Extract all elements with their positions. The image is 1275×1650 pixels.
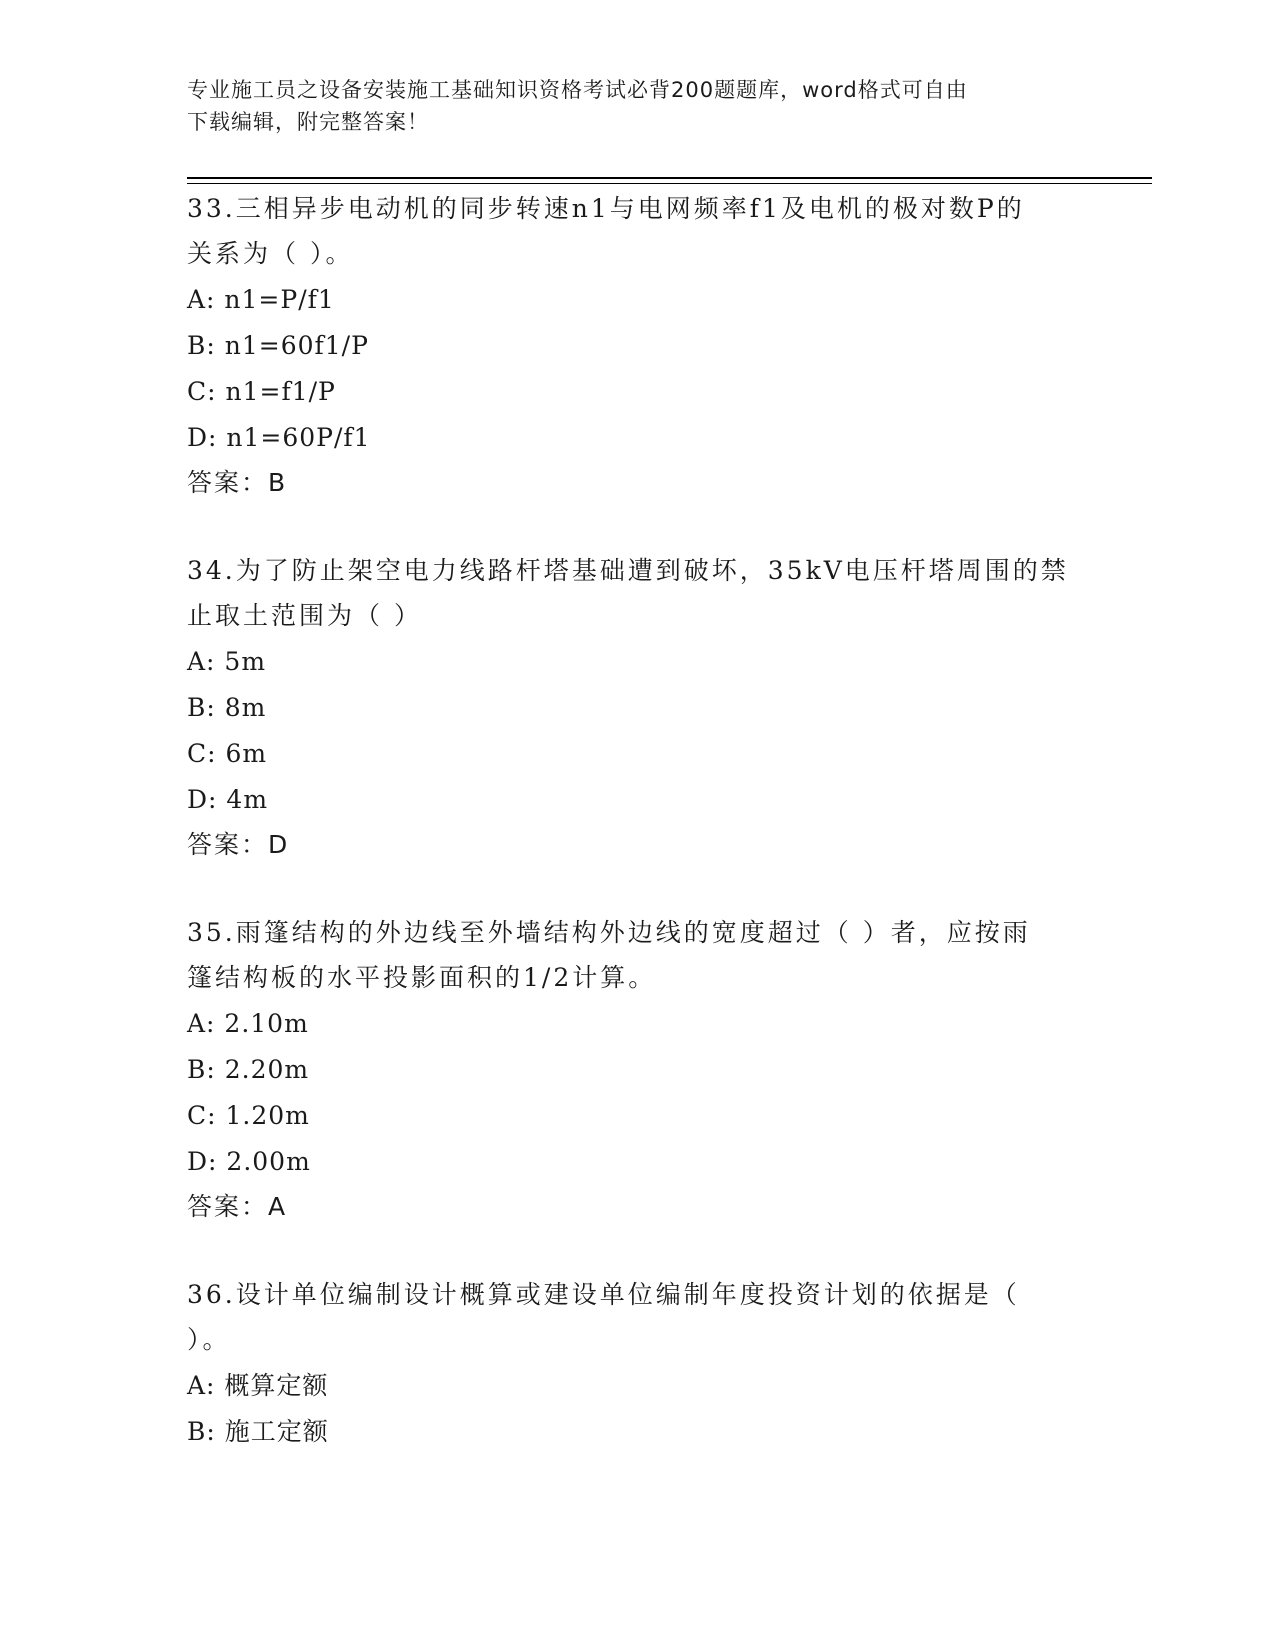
question-list: [187, 186, 1087, 1497]
option-c: C: 1.20m: [187, 1101, 310, 1130]
option-c: C: 6m: [187, 739, 268, 768]
question-34: [187, 548, 1087, 867]
option-d: D: 2.00m: [187, 1147, 311, 1176]
header-divider-thick: [187, 177, 1152, 179]
answer-label: 答案：D: [187, 830, 290, 859]
option-a: A: 概算定额: [187, 1371, 329, 1400]
question-text-line-1: 35.雨篷结构的外边线至外墙结构外边线的宽度超过（ ）者，应按雨: [187, 918, 1031, 947]
option-b: B: 8m: [187, 693, 267, 722]
header-line-2: 下载编辑，附完整答案！: [187, 110, 429, 134]
question-text-line-1: 34.为了防止架空电力线路杆塔基础遭到破坏，35kV电压杆塔周围的禁: [187, 556, 1069, 585]
option-b: B: 施工定额: [187, 1417, 329, 1446]
option-d: D: n1=60P/f1: [187, 423, 371, 452]
option-a: A: 2.10m: [187, 1009, 309, 1038]
option-c: C: n1=f1/P: [187, 377, 336, 406]
option-d: D: 4m: [187, 785, 269, 814]
header-divider-thin: [187, 183, 1152, 184]
option-a: A: 5m: [187, 647, 267, 676]
question-text-line-2: ）。: [187, 1325, 231, 1354]
question-text-line-2: 止取土范围为（ ）: [187, 601, 422, 630]
question-text-line-2: 关系为（ ）。: [187, 239, 354, 268]
answer-label: 答案：A: [187, 1192, 288, 1221]
option-b: B: n1=60f1/P: [187, 331, 369, 360]
question-35: [187, 910, 1087, 1229]
question-text-line-2: 篷结构板的水平投影面积的1/2计算。: [187, 963, 657, 992]
answer-label: 答案：B: [187, 468, 288, 497]
option-a: A: n1=P/f1: [187, 285, 335, 314]
option-b: B: 2.20m: [187, 1055, 310, 1084]
question-text-line-1: 36.设计单位编制设计概算或建设单位编制年度投资计划的依据是（: [187, 1280, 1020, 1309]
question-33: [187, 186, 1087, 505]
header-line-1: 专业施工员之设备安装施工基础知识资格考试必背200题题库，word格式可自由: [187, 78, 968, 102]
document-header: [187, 74, 1087, 138]
question-36: [187, 1272, 1087, 1454]
question-text-line-1: 33.三相异步电动机的同步转速n1与电网频率f1及电机的极对数P的: [187, 194, 1025, 223]
